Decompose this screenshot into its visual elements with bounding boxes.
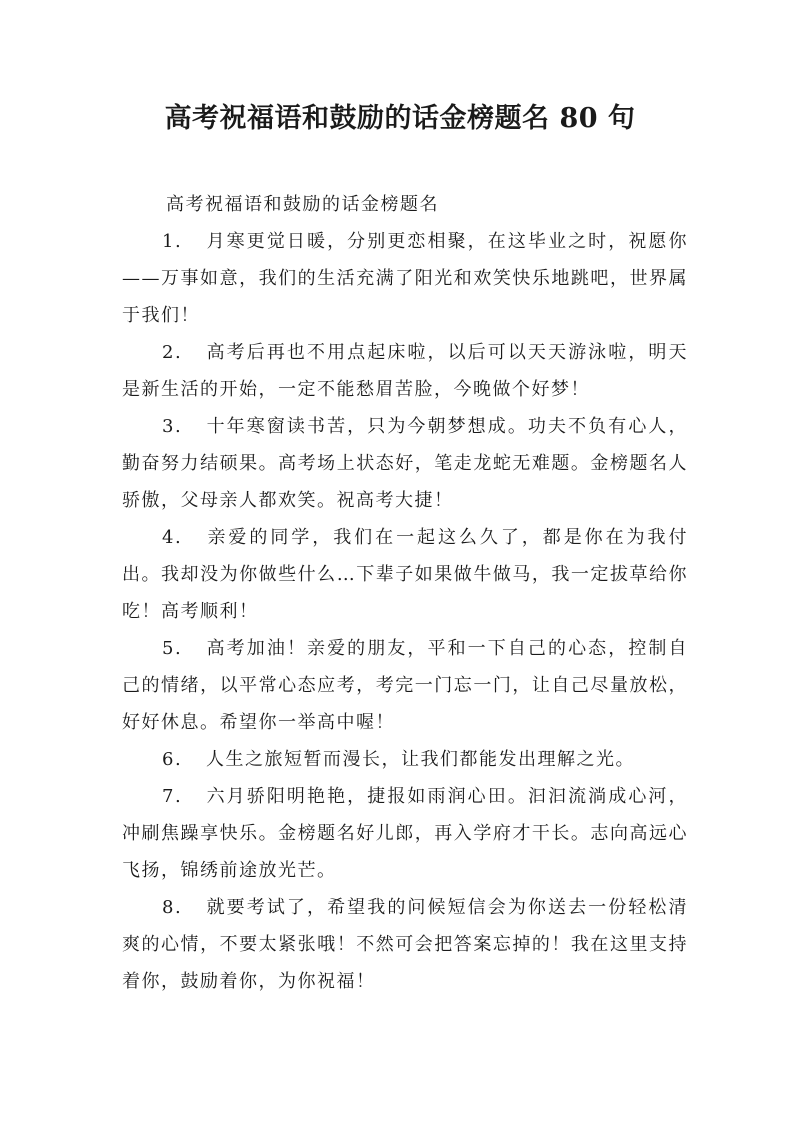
item-number: 1.: [162, 231, 183, 252]
item-number: 3.: [162, 416, 183, 437]
item-number: 2.: [162, 342, 183, 363]
list-item: [122, 223, 688, 334]
item-text: 六月骄阳明艳艳，捷报如雨润心田。汩汩流淌成心河，冲刷焦躁享快乐。金榜题名好儿郎，再入学府才干长。志向高远心飞扬，锦绣前途放光芒。: [122, 786, 688, 881]
item-text: 十年寒窗读书苦，只为今朝梦想成。功夫不负有心人，勤奋努力结硕果。高考场上状态好，笔走龙蛇无难题。金榜题名人骄傲，父母亲人都欢笑。祝高考大捷！: [122, 416, 688, 511]
item-number: 8.: [162, 897, 183, 918]
item-text: 亲爱的同学，我们在一起这么久了，都是你在为我付出。我却没为你做些什么…下辈子如果做牛做马，我一定拔草给你吃！高考顺利！: [122, 527, 688, 622]
list-item: [122, 630, 688, 741]
item-text: 人生之旅短暂而漫长，让我们都能发出理解之光。: [206, 749, 635, 770]
item-text: 月寒更觉日暖，分别更恋相聚，在这毕业之时，祝愿你——万事如意，我们的生活充满了阳光和欢笑快乐地跳吧，世界属于我们！: [122, 231, 688, 326]
document-subtitle: 高考祝福语和鼓励的话金榜题名: [166, 194, 439, 215]
list-item: [122, 519, 688, 630]
list-item: [122, 334, 688, 408]
item-text: 就要考试了，希望我的问候短信会为你送去一份轻松清爽的心情，不要太紧张哦！不然可会把答案忘掉的！我在这里支持着你，鼓励着你，为你祝福！: [122, 897, 688, 992]
item-number: 6.: [162, 749, 183, 770]
item-number: 4.: [162, 527, 183, 548]
document-body: [122, 186, 688, 1000]
item-text: 高考后再也不用点起床啦，以后可以天天游泳啦，明天是新生活的开始，一定不能愁眉苦脸，今晚做个好梦！: [122, 342, 688, 400]
list-item: [122, 889, 688, 1000]
item-number: 5.: [162, 638, 183, 659]
item-text: 高考加油！亲爱的朋友，平和一下自己的心态，控制自己的情绪，以平常心态应考，考完一门忘一门，让自己尽量放松，好好休息。希望你一举高中喔！: [122, 638, 688, 733]
list-item: [122, 778, 688, 889]
list-item: [122, 741, 688, 778]
item-number: 7.: [162, 786, 183, 807]
document-title: 高考祝福语和鼓励的话金榜题名 80 句: [164, 103, 636, 134]
list-item: [122, 408, 688, 519]
